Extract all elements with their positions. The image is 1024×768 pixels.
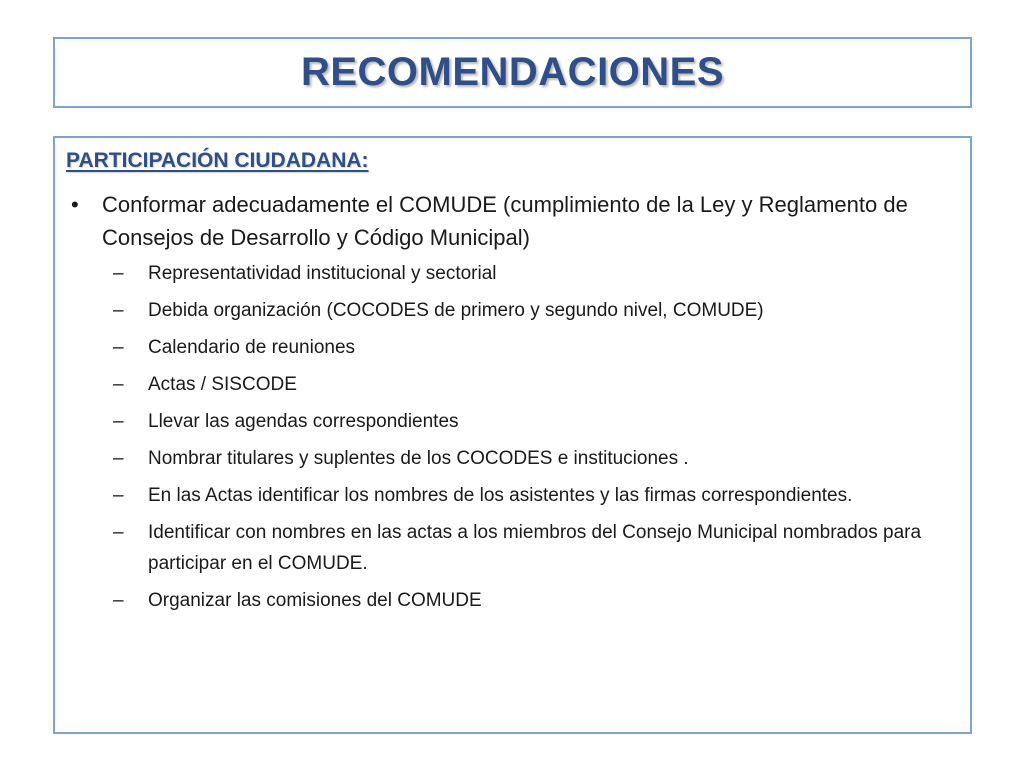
list-item — [113, 369, 943, 400]
dash-marker: – — [113, 300, 124, 321]
title-box — [53, 37, 972, 108]
dash-marker: – — [113, 411, 124, 432]
section-heading: PARTICIPACIÓN CIUDADANA: — [66, 149, 369, 172]
list-item — [113, 258, 943, 289]
list-item-text: Actas / SISCODE — [148, 374, 297, 395]
list-item-text: En las Actas identificar los nombres de los asistentes y las firmas correspondientes. — [148, 485, 853, 506]
dash-marker: – — [113, 337, 124, 358]
bullet-text: Conformar adecuadamente el COMUDE (cumplimiento de la Ley y Reglamento de Consejos de Desarrollo y Código Municipal) — [102, 192, 908, 250]
list-item-text: Representatividad institucional y sectorial — [148, 263, 497, 284]
main-bullet — [66, 188, 946, 254]
list-item-text: Calendario de reuniones — [148, 337, 356, 358]
list-item-text: Debida organización (COCODES de primero y segundo nivel, COMUDE) — [148, 300, 764, 321]
list-item — [113, 517, 943, 579]
list-item — [113, 332, 943, 363]
slide-title: RECOMENDACIONES — [300, 50, 725, 94]
dash-marker: – — [113, 485, 124, 506]
dash-marker: – — [113, 522, 124, 543]
dash-marker: – — [113, 448, 124, 469]
list-item — [113, 480, 943, 511]
dash-marker: – — [113, 263, 124, 284]
list-item-text: Organizar las comisiones del COMUDE — [148, 590, 482, 611]
list-item-text: Llevar las agendas correspondientes — [148, 411, 459, 432]
list-item-text: Identificar con nombres en las actas a los miembros del Consejo Municipal nombrados para participar en el COMUDE. — [148, 522, 922, 574]
bullet-marker: • — [71, 192, 79, 217]
list-item-text: Nombrar titulares y suplentes de los COCODES e instituciones . — [148, 448, 689, 469]
list-item — [113, 585, 943, 616]
list-item — [113, 295, 943, 326]
list-item — [113, 406, 943, 437]
content-box — [53, 136, 972, 734]
dash-marker: – — [113, 590, 124, 611]
sub-list — [113, 258, 943, 622]
dash-marker: – — [113, 374, 124, 395]
list-item — [113, 443, 943, 474]
